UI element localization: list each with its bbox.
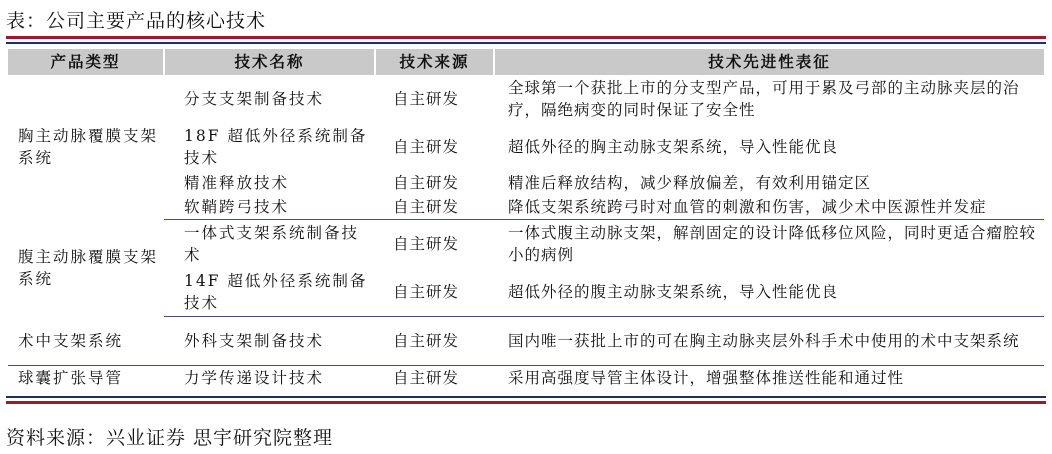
category-cell: 胸主动脉覆膜支架系统 bbox=[18, 127, 159, 168]
tech-desc-cell: 采用高强度导管主体设计，增强整体推送性能和通过性 bbox=[508, 369, 905, 387]
table-title: 表：公司主要产品的核心技术 bbox=[6, 10, 267, 32]
tech-name-cell: 18F 超低外径系统制备技术 bbox=[184, 127, 368, 167]
tech-name-cell: 力学传递设计技术 bbox=[184, 369, 325, 387]
top-rule-blue bbox=[6, 42, 1046, 44]
tech-source-cell: 自主研发 bbox=[375, 268, 494, 317]
header-tech-name: 技术名称 bbox=[164, 49, 375, 75]
core-tech-table bbox=[8, 49, 1044, 390]
table-row bbox=[8, 123, 1044, 171]
table-row bbox=[8, 366, 1044, 391]
tech-source-cell: 自主研发 bbox=[393, 369, 460, 387]
tech-name-cell: 外科支架制备技术 bbox=[164, 317, 375, 366]
header-row bbox=[8, 49, 1044, 75]
header-tech-advantage: 技术先进性表征 bbox=[494, 49, 1044, 75]
tech-name-cell: 一体式支架系统制备技术 bbox=[184, 224, 360, 264]
tech-source-cell: 自主研发 bbox=[393, 138, 460, 156]
table-row bbox=[8, 171, 1044, 195]
tech-source-cell: 自主研发 bbox=[375, 317, 494, 366]
category-cell: 球囊扩张导管 bbox=[18, 369, 124, 387]
tech-desc-cell: 超低外径的胸主动脉支架系统，导入性能优良 bbox=[508, 138, 839, 156]
category-cell: 术中支架系统 bbox=[8, 317, 164, 366]
header-tech-source: 技术来源 bbox=[375, 49, 494, 75]
table-row bbox=[8, 195, 1044, 220]
table-row bbox=[8, 75, 1044, 123]
table-row bbox=[8, 268, 1044, 317]
tech-source-cell: 自主研发 bbox=[393, 90, 460, 108]
tech-name-cell: 精准释放技术 bbox=[184, 174, 290, 192]
tech-source-cell: 自主研发 bbox=[375, 195, 494, 220]
bottom-rule-blue bbox=[6, 396, 1046, 398]
tech-desc-cell: 超低外径的腹主动脉支架系统，导入性能优良 bbox=[494, 268, 1044, 317]
source-note: 资料来源：兴业证券 思宇研究院整理 bbox=[6, 427, 334, 449]
top-rule-red bbox=[6, 36, 1046, 39]
tech-name-cell: 软鞘跨弓技术 bbox=[164, 195, 375, 220]
header-product-type: 产品类型 bbox=[8, 49, 164, 75]
tech-source-cell: 自主研发 bbox=[393, 235, 460, 253]
tech-desc-cell: 降低支架系统跨弓时对血管的刺激和伤害，减少术中医源性并发症 bbox=[494, 195, 1044, 220]
tech-name-cell: 分支支架制备技术 bbox=[184, 90, 325, 108]
tech-source-cell: 自主研发 bbox=[393, 174, 460, 192]
bottom-rule-red bbox=[6, 401, 1046, 404]
table-row bbox=[8, 220, 1044, 269]
tech-desc-cell: 精准后释放结构，减少释放偏差，有效利用锚定区 bbox=[508, 174, 872, 192]
tech-desc-cell: 国内唯一获批上市的可在胸主动脉夹层外科手术中使用的术中支架系统 bbox=[494, 317, 1044, 366]
category-cell: 腹主动脉覆膜支架系统 bbox=[18, 248, 159, 288]
table-row bbox=[8, 317, 1044, 366]
tech-name-cell: 14F 超低外径系统制备技术 bbox=[164, 268, 375, 317]
tech-desc-cell: 全球第一个获批上市的分支型产品，可用于累及弓部的主动脉夹层的治疗，隔绝病变的同时保证了安全性 bbox=[508, 79, 1020, 119]
tech-desc-cell: 一体式腹主动脉支架，解剖固定的设计降低移位风险，同时更适合瘤腔较小的病例 bbox=[508, 224, 1037, 264]
